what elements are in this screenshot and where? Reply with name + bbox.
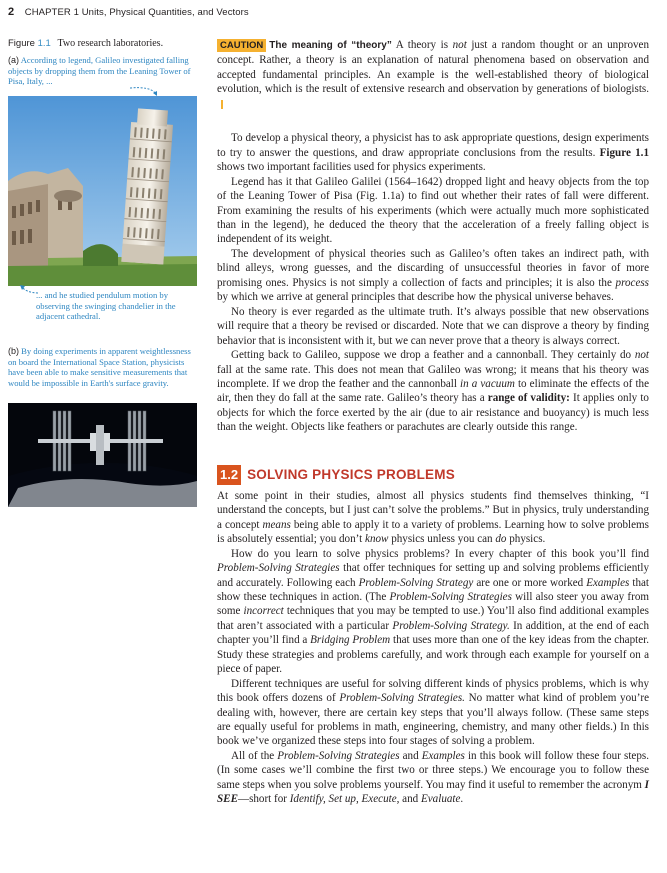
- paragraph: [217, 247, 649, 305]
- paragraph-text: No matter what kind of problem you’re dealing with, however, there are certain key steps that you’ll always follow. (These same steps are equally useful for problems in math, engineering, chemistry, and many other fields.) In this book we’ve organized these steps into four stages of solving a problem.: [217, 692, 650, 748]
- caption-a-continued: ... and he studied pendulum motion by observing the swinging chandelier in the adjacent cathedral.: [36, 290, 176, 321]
- emphasis: Examples: [586, 576, 630, 589]
- figure-number: 1.1: [37, 38, 51, 49]
- caption-b-text: By doing experiments in apparent weightlessness on board the International Space Station, physicists have been able to make sensitive measurements that would be impossible in Earth's surface gravity.: [8, 346, 191, 388]
- paragraph-text: by which we arrive at general principles that describe how the physical universe behaves.: [217, 291, 614, 304]
- page-header: [8, 6, 249, 18]
- paragraph-text: that uses more than one of the key ideas from the chapter. Study these strategies and problems carefully, and work through each example for yourself on a piece of paper.: [217, 634, 650, 676]
- paragraph: [217, 489, 649, 547]
- section-title: SOLVING PHYSICS PROBLEMS: [247, 466, 455, 482]
- emphasis: Problem-Solving Strategies: [277, 749, 400, 762]
- emphasis: Identify, Set up, Execute,: [289, 793, 400, 806]
- paragraph-text: How do you learn to solve physics problems? In every chapter of this book you’ll find: [231, 547, 649, 560]
- paragraph-text: are one or more worked: [473, 576, 587, 589]
- leaning-tower-photo: [8, 96, 197, 286]
- paragraph: [217, 131, 649, 174]
- figure-title-text: Two research laboratories.: [57, 38, 164, 49]
- caution-emphasis: not: [452, 39, 467, 51]
- acronym: I SEE: [217, 778, 649, 806]
- paragraph-text: All of the: [231, 749, 278, 762]
- paragraph-text: —short for: [237, 793, 290, 806]
- paragraph-text: It applies only to objects for which the force exerted by the air (due to air resistance and buoyancy) is much less than the weight. Objects like feathers or parachutes are clearly outside this range.: [217, 392, 649, 434]
- space-station-photo: [8, 403, 197, 507]
- paragraph: [217, 348, 649, 435]
- paragraph-text: being able to apply it to a variety of problems. Learning how to solve problems is absolutely essential; you don’t: [217, 518, 649, 546]
- emphasis: Bridging Problem: [310, 634, 391, 647]
- caution-badge: CAUTION: [217, 39, 266, 52]
- emphasis: Problem-Solving Strategies: [389, 590, 512, 603]
- paragraph-text: To develop a physical theory, a physicist has to ask appropriate questions, design experiments to try to answer the questions, and draw appropriate conclusions from the results.: [217, 132, 649, 159]
- paragraph-text: and: [399, 749, 422, 762]
- main-text-column: [217, 38, 649, 807]
- emphasis: means: [262, 518, 291, 531]
- figure-reference: Figure 1.1: [599, 146, 649, 159]
- paragraph-text: in this book will follow these four steps. (In some cases we’ll combine the first two or three steps.) We encourage you to follow these same steps when you solve problems yourself. You may find it useful to remember the acronym: [217, 749, 649, 791]
- page-number: 2: [8, 6, 15, 18]
- paragraph: Legend has it that Galileo Galilei (1564–1642) dropped light and heavy objects from the top of the Leaning Tower of Pisa (Fig. 1.1a) to find out whether their rates of fall were different. From examining the results of his experiments (which were actually much more sophisticated than in the legend), he deduced the theory that the acceleration of a freely falling object is independent of its weight.: [217, 175, 649, 246]
- paragraph: [217, 749, 649, 807]
- paragraph-text: The development of physical theories such as Galileo’s often takes an indirect path, with blind alleys, wrong guesses, and the discarding of unsuccessful theories in favor of more promising ones. Physics is not simply a collection of facts and principles; it is also the: [217, 247, 649, 289]
- paragraph-text: fall at the same rate. This does not mean that Galileo was wrong; it means that his theory was incomplete. If we drop the feather and the cannonball: [217, 363, 649, 390]
- emphasis: process: [615, 276, 649, 289]
- emphasis: incorrect: [243, 605, 284, 618]
- paragraph-text: that offer techniques for setting up and solving problems efficiently and accurately. Following each: [217, 562, 649, 589]
- paragraph-text: In addition, at the end of each chapter you’ll find a: [217, 619, 649, 647]
- emphasis: do: [495, 533, 507, 546]
- paragraph-text: shows two important facilities used for physics experiments.: [217, 161, 486, 174]
- paragraph-text: and: [399, 793, 421, 806]
- caption-b: [8, 346, 200, 388]
- emphasis: know: [365, 533, 389, 546]
- emphasis: Problem-Solving Strategy: [358, 576, 474, 589]
- paragraph-text: to eliminate the effects of the air, then they do fall at the same rate. Galileo’s theory has a: [217, 377, 649, 405]
- paragraph-text: physics.: [506, 533, 546, 546]
- emphasis: in a vacuum: [460, 377, 515, 390]
- figure-column: [8, 38, 200, 388]
- paragraph-text: techniques that you may be tempted to use.) You’ll also find additional examples that aren’t associated with a particular: [217, 605, 649, 632]
- caption-a-label: (a): [8, 55, 19, 65]
- caption-b-label: (b): [8, 346, 19, 356]
- emphasis: Evaluate: [420, 793, 461, 806]
- paragraph: [217, 677, 649, 749]
- paragraph-text: Different techniques are useful for solving different kinds of physics problems, which is why this book offers dozens of: [217, 677, 649, 705]
- section-number: 1.2: [217, 465, 241, 485]
- emphasis: Problem-Solving Strategy.: [392, 619, 510, 632]
- chapter-title: CHAPTER 1 Units, Physical Quantities, and Vectors: [24, 7, 249, 18]
- paragraph: No theory is ever regarded as the ultimate truth. It’s always possible that new observations will require that a theory be revised or discarded. Note that we can disprove a theory by finding behavior that is inconsistent with it, but we can never prove that a theory is always correct.: [217, 305, 649, 347]
- caution-text: A theory is: [391, 39, 453, 51]
- paragraph-text: physics unless you can: [388, 533, 496, 546]
- caution-end-marker: [221, 100, 223, 109]
- emphasis: not: [634, 349, 649, 362]
- paragraph-text: At some point in their studies, almost all physics students find themselves thinking, “I understand the concepts, but I just can’t solve the problems.” But in physics, truly understanding a concept: [217, 489, 649, 531]
- paragraph: [217, 547, 649, 677]
- caption-a: [8, 55, 200, 87]
- caption-a-text: According to legend, Galileo investigated falling objects by dropping them from the Leaning Tower of Pisa, Italy, ...: [8, 55, 191, 86]
- paragraph-text: that show these techniques in action. (The: [217, 576, 649, 603]
- caution-box: [217, 38, 649, 113]
- section-heading: [217, 465, 649, 485]
- paragraph-text: Getting back to Galileo, suppose we drop a feather and a cannonball. They certainly do: [231, 349, 635, 362]
- emphasis: Examples: [421, 749, 465, 762]
- paragraph-text: will also steer you away from some: [217, 590, 649, 618]
- caution-title: The meaning of “theory”: [269, 40, 392, 51]
- caution-text-rest: just a random thought or an unproven concept. Rather, a theory is an explanation of natural phenomena based on observation and accepted fundamental principles. An example is the well-established theory of biological evolution, which is the result of extensive research and observation by generations of biologists.: [217, 39, 650, 96]
- figure-title: [8, 38, 200, 49]
- paragraph-text: .: [460, 793, 464, 806]
- key-term: range of validity:: [487, 392, 570, 405]
- figure-label: Figure: [8, 38, 35, 49]
- emphasis: Problem-Solving Strategies.: [339, 692, 465, 705]
- emphasis: Problem-Solving Strategies: [217, 562, 340, 575]
